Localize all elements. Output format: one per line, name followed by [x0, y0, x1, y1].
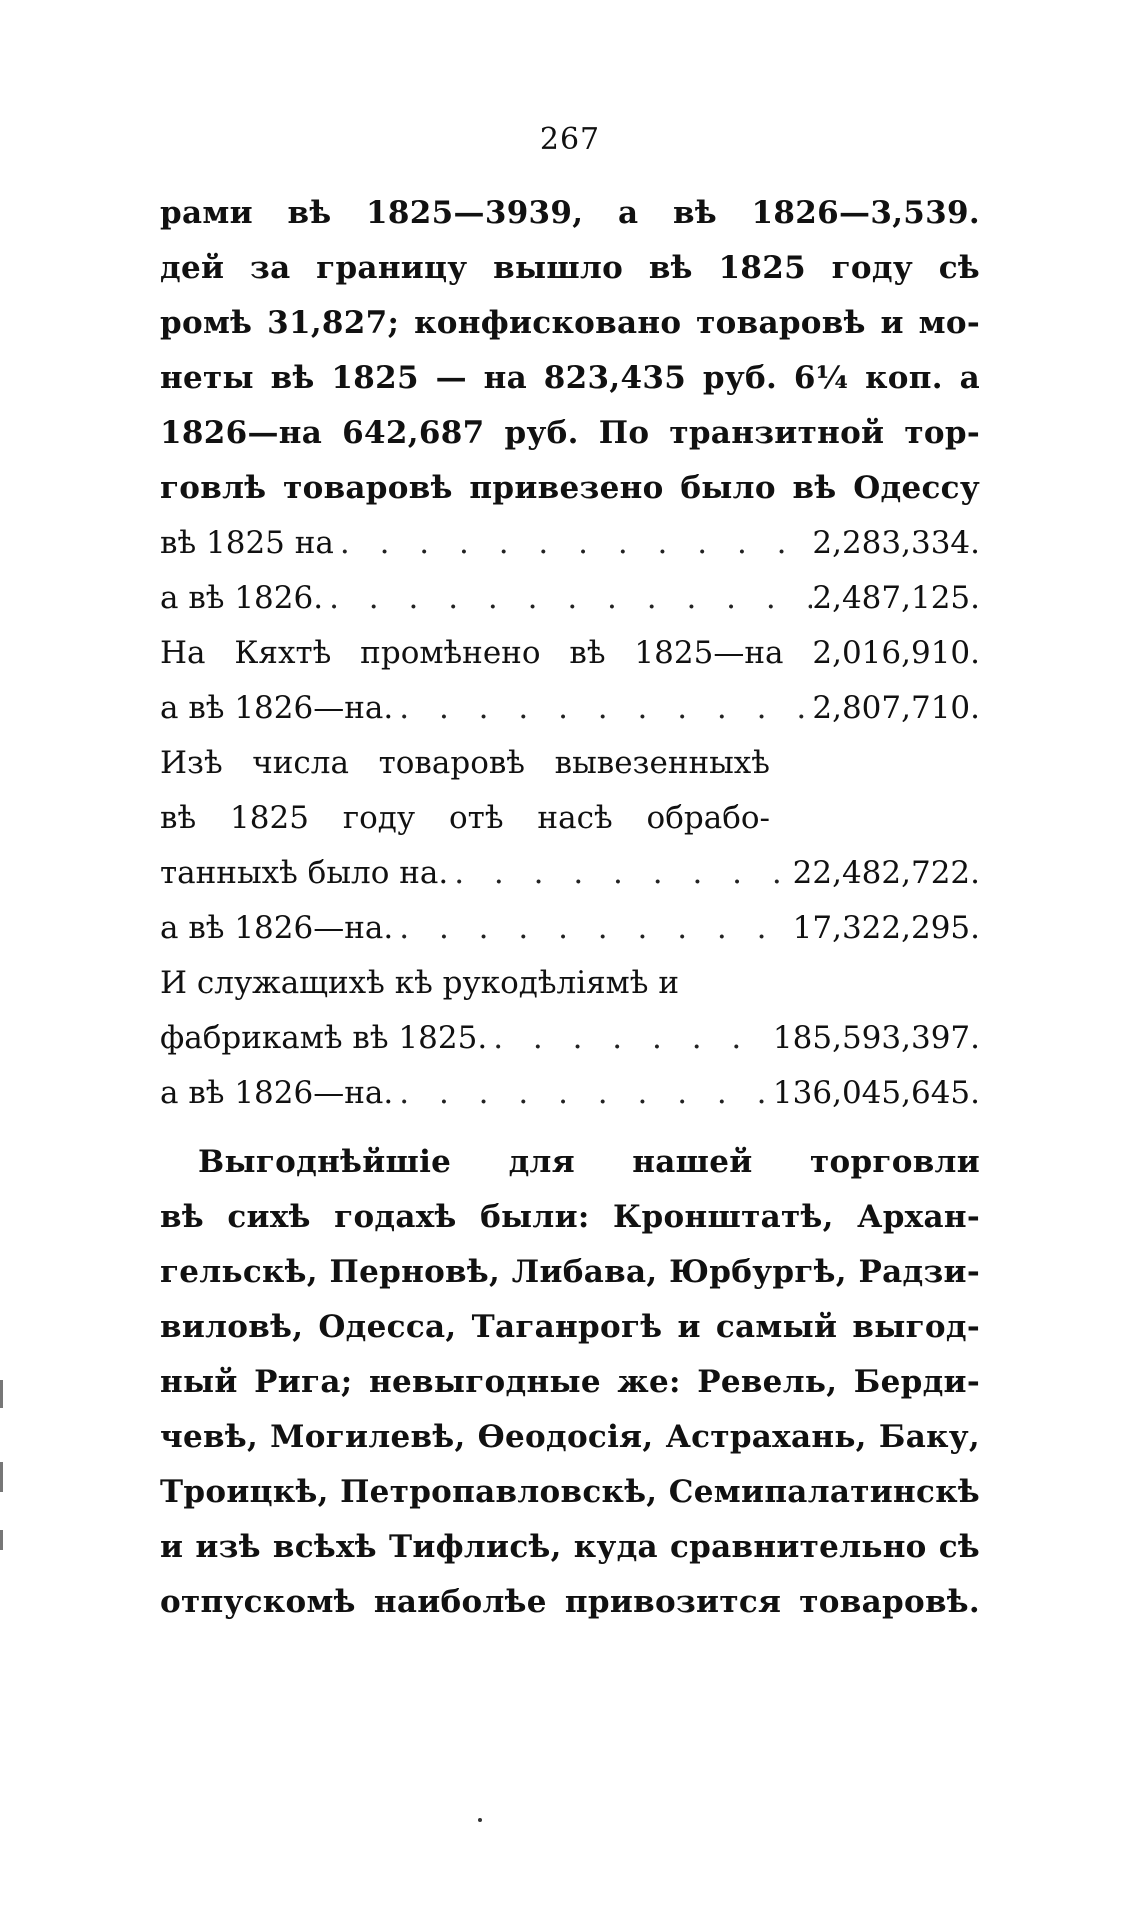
dot-leader [393, 681, 812, 736]
ledger-label: а вѣ 1826—на. [160, 910, 394, 946]
text-line: дей за границу вышло вѣ 1825 году сѣ [160, 250, 980, 286]
text-line: и изѣ всѣхѣ Тифлисѣ, куда сравнительно сѣ [160, 1529, 980, 1565]
text-line: неты вѣ 1825 — на 823,435 руб. 6¼ коп. а [160, 360, 980, 396]
ledger-value: 2,283,334. [812, 525, 980, 561]
dot-leader [448, 846, 792, 901]
ledger-value: 136,045,645. [772, 1075, 980, 1111]
text-line: Изѣ числа товаровѣ вывезенныхѣ [160, 745, 770, 781]
ledger-value: 17,322,295. [792, 910, 980, 946]
ledger-label: а вѣ 1826—на. [160, 1075, 394, 1111]
text-line: рами вѣ 1825—3939, а вѣ 1826—3,539. [160, 195, 980, 231]
ledger-row [160, 901, 980, 956]
page-body [160, 186, 980, 1630]
text-line: ный Рига; невыгодные же: Ревель, Берди- [160, 1364, 980, 1400]
dot-leader [393, 1066, 773, 1121]
ink-speck [478, 1818, 482, 1822]
ledger-value: 2,807,710. [812, 690, 980, 726]
ledger-label: фабрикамѣ вѣ 1825. [160, 1020, 488, 1056]
ledger-label: вѣ 1825 на [160, 525, 334, 561]
text-line: И служащихѣ кѣ рукодѣліямѣ и [160, 965, 680, 1001]
binding-edge-mark [0, 1380, 3, 1408]
binding-edge-mark [0, 1530, 3, 1550]
ledger-row [160, 681, 980, 736]
text-line: ромѣ 31,827; конфисковано товаровѣ и мо- [160, 305, 980, 341]
ledger-label: танныхѣ было на. [160, 855, 449, 891]
text-line: Выгоднѣйшіе для нашей торговли [198, 1144, 980, 1180]
binding-edge-mark [0, 1462, 3, 1492]
ledger-row [160, 571, 980, 626]
ledger-value: 2,487,125. [812, 580, 980, 616]
text-line: вѣ сихѣ годахѣ были: Кронштатѣ, Архан- [160, 1199, 980, 1235]
ledger-row [160, 846, 980, 901]
ledger-row [160, 1011, 980, 1066]
dot-leader [334, 516, 812, 571]
ledger-value: 185,593,397. [772, 1020, 980, 1056]
ledger-label: а вѣ 1826. [160, 580, 324, 616]
text-line: говлѣ товаровѣ привезено было вѣ Одессу [160, 470, 980, 506]
page-number: 267 [539, 122, 601, 157]
text-line: На Кяхтѣ промѣнено вѣ 1825—на 2,016,910. [160, 635, 980, 671]
dot-leader [487, 1011, 773, 1066]
text-line: чевѣ, Могилевѣ, Ѳеодосія, Астрахань, Баку, [160, 1419, 980, 1455]
paragraph-gap [160, 1121, 980, 1135]
dot-leader [323, 571, 812, 626]
text-line: виловѣ, Одесса, Таганрогѣ и самый выгод- [160, 1309, 980, 1345]
text-line: Троицкѣ, Петропавловскѣ, Семипалатинскѣ [160, 1474, 980, 1510]
text-line: гельскѣ, Перновѣ, Либава, Юрбургѣ, Радзи- [160, 1254, 980, 1290]
ledger-row [160, 516, 980, 571]
ledger-row [160, 1066, 980, 1121]
ledger-label: а вѣ 1826—на. [160, 690, 394, 726]
ledger-value: 22,482,722. [792, 855, 980, 891]
text-line: отпускомѣ наиболѣе привозится товаровѣ. [160, 1584, 980, 1620]
text-line: вѣ 1825 году отѣ насѣ обрабо- [160, 800, 770, 836]
text-line: 1826—на 642,687 руб. По транзитной тор- [160, 415, 980, 451]
dot-leader [393, 901, 792, 956]
